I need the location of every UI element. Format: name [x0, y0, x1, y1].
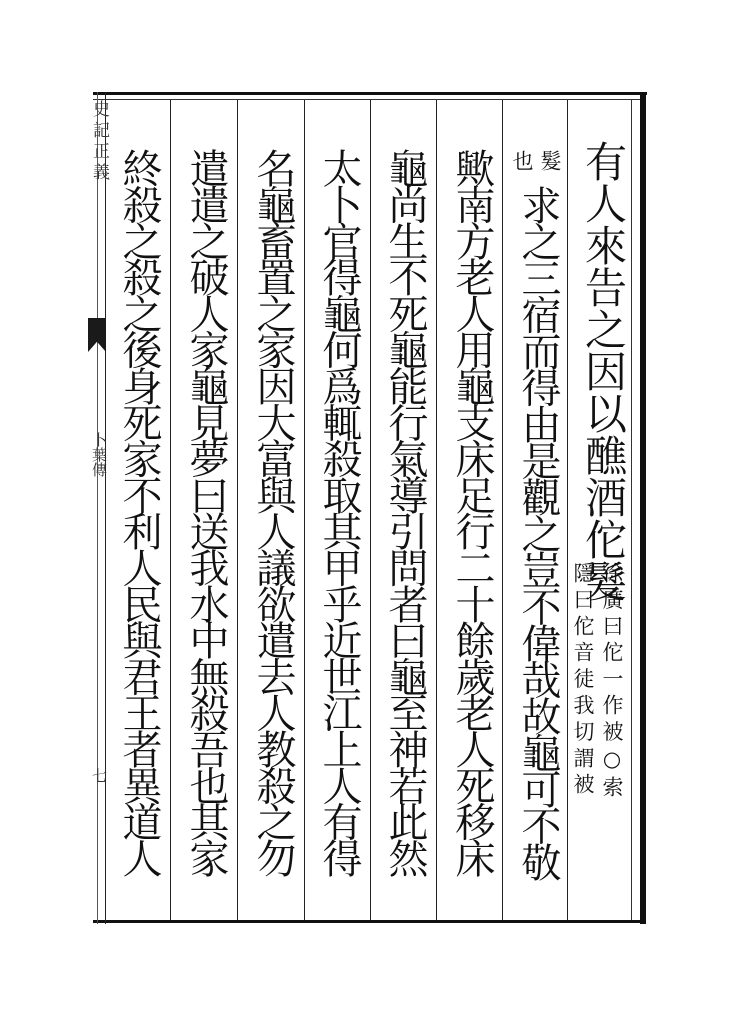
column-divider — [436, 100, 437, 920]
text-column-8: 終殺之殺之後身死家不利人民與君王者異道人 — [116, 148, 162, 875]
text-column-6: 名龜畜置之家因大富與人議欲遣去人教殺之勿 — [250, 148, 296, 875]
margin-page-number: 七 — [90, 768, 108, 783]
annotation-line-1b: 隱曰佗音徒我切謂被 — [571, 562, 595, 800]
column-divider — [170, 100, 171, 920]
top-inner-rule — [93, 99, 641, 100]
text-column-5: 太卜官得龜何爲輒殺取其甲乎近世江上人有得 — [316, 148, 362, 875]
margin-outer-rule — [97, 92, 98, 924]
annotation-line-2b: 也 — [510, 150, 534, 173]
margin-section-title: 卜葉傳 — [90, 432, 108, 477]
text-column-4: 龜尚生不死龜能行氣導引問者曰龜至神若此然 — [382, 148, 428, 875]
column-divider — [502, 100, 503, 920]
text-column-1: 有人來告之因以醮酒佗髮 — [579, 140, 628, 602]
text-column-3: 歟南方老人用龜支床足行二十餘歲老人死移床 — [449, 148, 495, 875]
column-divider — [237, 100, 238, 920]
text-column-2: 求之三宿而得由是觀之豈不偉哉故龜可不敬 — [515, 185, 561, 879]
margin-book-title: 史記正義 — [89, 100, 109, 184]
top-border-rule — [93, 92, 647, 95]
right-border-rule — [640, 92, 646, 924]
text-column-7: 遣遣之破人家龜見夢曰送我水中無殺吾也其家 — [183, 148, 229, 875]
annotation-line-1a: 徐廣曰佗一作被○索 — [600, 562, 624, 803]
annotation-line-2a: 髮 — [538, 150, 562, 173]
margin-inner-rule — [105, 92, 106, 924]
column-divider — [370, 100, 371, 920]
column-divider — [567, 100, 568, 920]
column-divider — [304, 100, 305, 920]
